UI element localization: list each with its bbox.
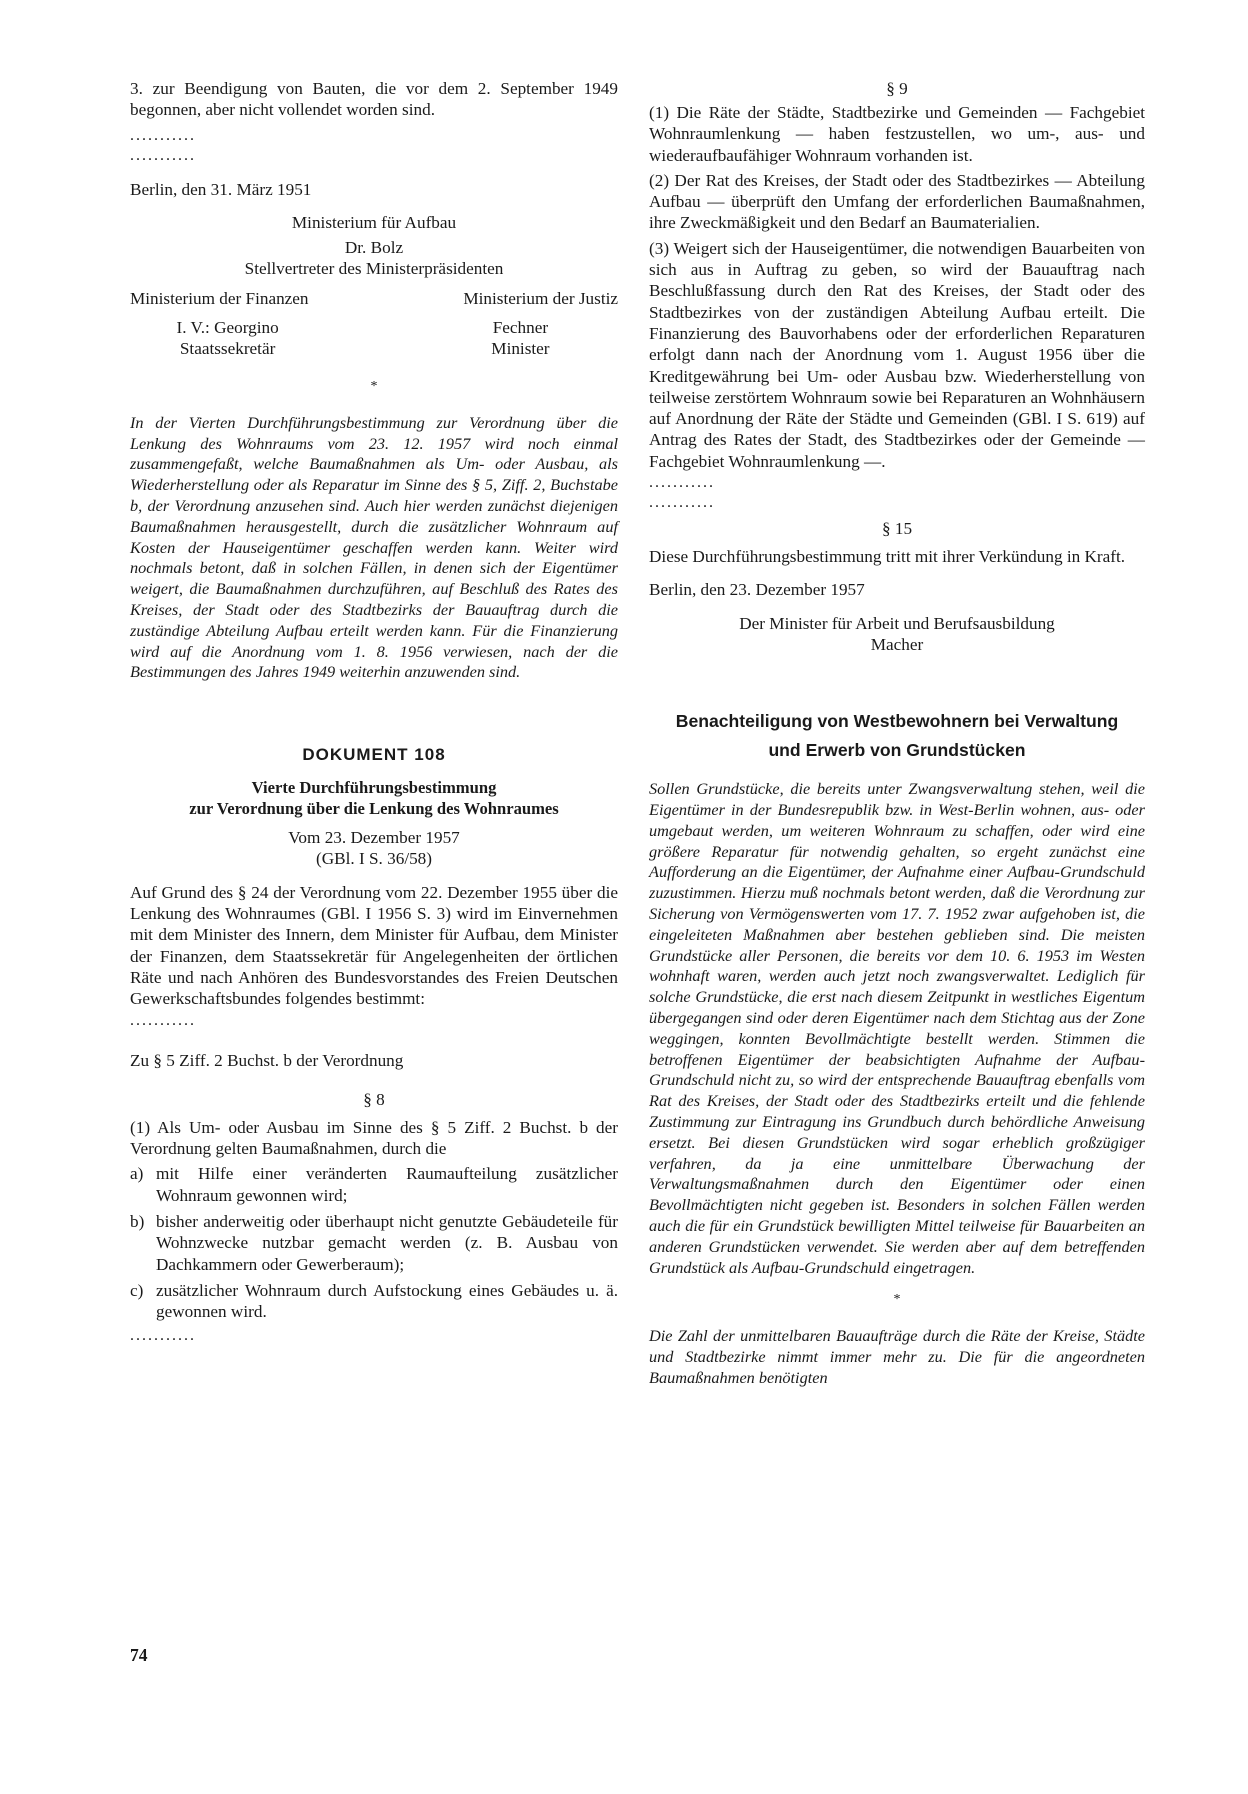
signatory-bolz-title: Stellvertreter des Ministerpräsidenten [244,259,504,279]
section-heading [649,707,1145,765]
list-item-label: a) [130,1164,144,1184]
date-line: Berlin, den 31. März 1951 [130,179,312,199]
section-15-text: Diese Durchführungsbestimmung tritt mit ihrer Verkündung in Kraft. [649,547,1126,567]
intro-item: 3. zur Beendigung von Bauten, die vor dem 2. September 1949 begonnen, aber nicht vollendet worden sind. [130,79,618,120]
signatory-georgino-title: Staatssekretär [179,338,276,358]
ellipsis: ........... [130,1011,196,1029]
ellipsis: ........... [130,1327,196,1345]
document-title-line2: zur Verordnung über die Lenkung des Wohnraumes [189,799,559,819]
list-item-text: bisher anderweitig oder überhaupt nicht genutzte Gebäudeteile für Wohnzwecke nutzbar gemacht werden (z. B. Ausbau von Dachkammern oder Gewerberaum); [156,1212,618,1274]
ellipsis: ........... [130,126,196,144]
document-gbl: (GBl. I S. 36/58) [315,849,432,869]
list-item [130,1280,618,1323]
section-15-heading: § 15 [881,519,913,539]
ministry-finanzen: Ministerium der Finanzen [130,288,309,308]
ellipsis: ........... [130,146,196,164]
section-separator: * [893,1292,901,1308]
section-heading-line2: und Erwerb von Grundstücken [768,740,1026,761]
ellipsis: ........... [649,474,715,492]
section-9-heading: § 9 [886,79,908,98]
commentary-paragraph: Sollen Grundstücke, die bereits unter Zwangsverwaltung stehen, weil die Eigentümer in der Bundesrepublik bzw. in West-Berlin wohnen, aus- oder umgebaut werden, um weiteren Wohnraum zu schaffen, oder wird eine größere Reparatur für notwendig gehalten, so ergeht zunächst eine Aufforderung an die Eigentümer, der Aufnahme einer Aufbau-Grundschuld zuzustimmen. Hierzu muß nochmals betont werden, daß die Verordnung zur Sicherung von Vermögenswerten vom 17. 7. 1952 zwar aufgehoben ist, die eingeleiteten Maßnahmen aber bestehen geblieben sind. Die meisten Grundstücke aller Personen, die bereits vor dem 10. 6. 1953 im Westen wohnhaft waren, werden auch jetzt noch zwangsverwaltet. Lediglich für solche Grundstücke, die erst nach diesem Zeitpunkt in westliches Eigentum übergegangen sind oder deren Eigentümer nach dem Stichtag aus der Zone weggingen, konnten Bevollmächtigte bestellt werden. Stimmen die betroffenen Eigentümer der beabsichtigten Aufnahme der Aufbau-Grundschuld nicht zu, so wird der entsprechende Bauauftrag ebenfalls vom Rat des Kreises, der Stadt oder des Stadtbezirks erteilt und die fehlende Zustimmung zur Eintragung ins Grundbuch durch behördliche Anweisung ersetzt. Bei diesen Grundstücken wird sogar erheblich großzügiger verfahren, da ja eine unmittelbare Überwachung der Verwaltungsmaßnahmen durch den Eigentümer oder einen Bevollmächtigten nicht gegeben ist. Besonders in solchen Fällen werden auch die für ein Grundstück bewilligten Mittel teilweise für Bauarbeiten an anderen Grundstücken verwendet. Sie werden aber auf dem betreffenden Grundstück als Aufbau-Grundschuld eingetragen. [649,779,1145,1277]
signatory-bolz: Dr. Bolz [344,238,404,258]
list-item-label: c) [130,1280,144,1300]
commentary-paragraph: Die Zahl der unmittelbaren Bauaufträge durch die Räte der Kreise, Städte und Stadtbezirke nimmt immer mehr zu. Die für die angeordneten Baumaßnahmen benötigten [649,1326,1145,1387]
signature-block [130,288,618,309]
date-line: Berlin, den 23. Dezember 1957 [649,580,865,600]
right-column [649,78,1145,1389]
section-separator: * [370,378,378,394]
ellipsis: ........... [649,494,715,512]
document-title-line1: Vierte Durchführungsbestimmung [251,778,497,798]
minister-arbeit: Der Minister für Arbeit und Berufsausbildung [739,613,1055,633]
list-item-text: zusätzlicher Wohnraum durch Aufstockung eines Gebäudes u. ä. gewonnen wird. [156,1280,618,1322]
document-number: DOKUMENT 108 [302,745,446,765]
signatory-fechner-title: Minister [491,338,550,358]
list-item-text: mit Hilfe einer veränderten Raumaufteilung zusätzlicher Wohnraum gewonnen wird; [156,1164,618,1205]
subheading-zu: Zu § 5 Ziff. 2 Buchst. b der Verordnung [130,1050,404,1070]
list-item-label: b) [130,1212,145,1231]
section-8-heading: § 8 [363,1089,385,1109]
ministry-aufbau: Ministerium für Aufbau [291,212,457,232]
ministry-justiz: Ministerium der Justiz [463,288,618,308]
list-item [130,1211,618,1275]
commentary-paragraph: In der Vierten Durchführungsbestimmung zur Verordnung über die Lenkung des Wohnraums vom 23. 12. 1957 wird noch einmal zusammengefaßt, welche Baumaßnahmen als Um- oder Ausbau, als Wiederherstellung oder als Reparatur im Sinne des § 5, Ziff. 2, Buchstabe b, der Verordnung anzusehen sind. Auch hier werden zunächst diejenigen Baumaßnahmen herausgestellt, durch die zusätzlicher Wohnraum auf Kosten der Hauseigentümer geschaffen werden kann. Weiter wird nochmals betont, daß in solchen Fällen, in denen sich der Eigentümer weigert, die Baumaßnahmen durchzuführen, auf Beschluß des Rates des Kreises, der Stadt oder des Stadtbezirks der Bauauftrag durch die zuständige Abteilung Aufbau erteilt werden kann. Für die Finanzierung wird auf die Anordnung vom 1. 8. 1956 verwiesen, nach der die Bestimmungen des Jahres 1949 weiterhin anzuwenden sind. [130,412,618,682]
signatory-macher: Macher [870,634,924,654]
preamble: Auf Grund des § 24 der Verordnung vom 22. Dezember 1955 über die Lenkung des Wohnraumes (GBl. I 1956 S. 3) wird im Einvernehmen mit dem Minister des Innern, dem Minister für Aufbau, dem Minister der Finanzen, dem Staatssekretär für Angelegenheiten der örtlichen Räte und nach Anhören des Bundesvorstandes des Freien Deutschen Gewerkschaftsbundes folgendes bestimmt: [130,882,618,1009]
section-8-para-1: (1) Als Um- oder Ausbau im Sinne des § 5 Ziff. 2 Buchst. b der Verordnung gelten Baumaßnahmen, durch die [130,1117,618,1159]
list-item [130,1163,618,1206]
signatory-georgino: I. V.: Georgino [176,317,279,337]
section-9-para-2: (2) Der Rat des Kreises, der Stadt oder des Stadtbezirkes — Abteilung Aufbau — überprüft den Umfang der erforderlichen Baumaßnahmen, ihre Zweckmäßigkeit und den Bedarf an Baumaterialien. [649,170,1145,233]
section-9-para-3: (3) Weigert sich der Hauseigentümer, die notwendigen Bauarbeiten von sich aus in Auftrag zu geben, so wird der Bauauftrag nach Beschlußfassung durch den Rat des Kreises, der Stadt oder des Stadtbezirkes von der zuständigen Abteilung Aufbau erteilt. Die Finanzierung des Bauvorhabens oder der erforderlichen Reparaturen erfolgt dann nach der Anordnung vom 1. August 1956 über die Kreditgewährung bei Um- oder Ausbau bzw. Wiederherstellung von teilweise zerstörtem Wohnraum sowie bei Reparaturen an Wohnhäusern auf Anordnung der Räte der Städte und Gemeinden (GBl. I S. 619) auf Antrag des Rates der Stadt, des Stadtbezirkes oder der Gemeinde — Fachgebiet Wohnraumlenkung —. [649,238,1145,471]
left-column [130,78,618,1347]
section-9-para-1: (1) Die Räte der Städte, Stadtbezirke und Gemeinden — Fachgebiet Wohnraumlenkung — haben festzustellen, wo um-, aus- und wiederaufbaufähiger Wohnraum vorhanden ist. [649,103,1145,165]
page-number: 74 [130,1645,148,1665]
signature-names [130,317,618,359]
signatory-fechner: Fechner [492,317,549,337]
section-heading-line1: Benachteiligung von Westbewohnern bei Verwaltung [675,711,1119,732]
document-date: Vom 23. Dezember 1957 [288,828,460,848]
